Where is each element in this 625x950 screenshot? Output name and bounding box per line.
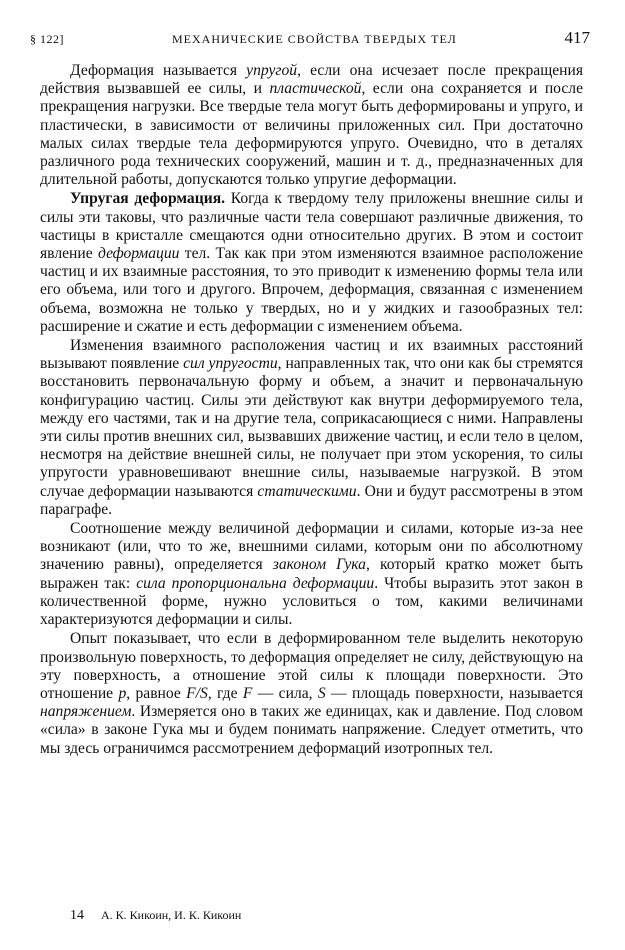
signature-number: 14 (70, 908, 84, 923)
text-run: . Чтобы выразить этот закон в количественной форме, нужно условиться о том, какими величинами характеризуются деформации и силы. (40, 574, 584, 629)
italic-term: сил упругости (183, 355, 278, 373)
text-run: , если она исчезает после прекращения действия вызвавшей ее силы, и (40, 62, 583, 98)
authors-line: А. К. Кикоин, И. К. Кикоин (101, 908, 242, 922)
italic-term: напряжением (40, 703, 132, 721)
italic-term: законом Гука (272, 556, 366, 574)
text-run: , если она сохраняется и после прекращения нагрузки. Все твердые тела могут быть деформированы и упруго, и пластически, в зависимости от величины приложенных сил. При достаточно малых силах твердые тела деформируются упруго. Очевидно, что в деталях различного рода технических сооружений, машин и т. д., предназначенных для длительной работы, допускаются только упругие деформации. (40, 80, 583, 189)
body-text (40, 62, 583, 758)
signature-footer (70, 908, 241, 924)
italic-term: S (317, 684, 326, 702)
section-heading: Упругая деформация. (70, 190, 226, 208)
paragraph (40, 62, 583, 189)
text-run: . Они и будут рассмотрены в этом параграфе. (40, 482, 583, 518)
italic-term: упругой (246, 62, 298, 79)
italic-term: пластической (269, 80, 362, 98)
section-reference: § 122] (30, 32, 64, 46)
text-run: , равное (126, 684, 187, 702)
paragraph (40, 630, 583, 757)
paragraph (40, 520, 583, 629)
text-run: — сила, (252, 684, 318, 702)
text-run: , где (207, 684, 243, 702)
text-run: Опыт показывает, что если в деформированном теле выделить некоторую произвольную поверхность, то деформация определяет не силу, действующую на эту поверхность, а отношение этой силы к площади поверхности. Это отношение (40, 630, 583, 702)
italic-term: p (118, 684, 127, 702)
italic-term: деформации (97, 245, 180, 263)
text-run: Когда к твердому телу приложены внешние силы и силы эти таковы, что различные части тела совершают различные движения, то частицы в кристалле смещаются одни относительно других. В этом и состоит явление (40, 190, 584, 263)
text-run: тел. Так как при этом изменяются взаимное расположение частиц и их взаимные расстояния, то это приводит к изменению формы тела или его объема, или того и другого. Впрочем, деформация, связанная с изменением объема, возможна не только у твердых, но и у жидких и газообразных тел: расширение и сжатие и есть деформации с изменением объема. (40, 245, 583, 335)
italic-term: F (242, 684, 253, 702)
italic-term: статическими (257, 482, 357, 500)
text-run: . Измеряется оно в таких же единицах, как и давление. Под словом «сила» в законе Гука мы и будем понимать напряжение. Следует отметить, что мы здесь ограничимся рассмотрением деформаций изотропных тел. (40, 703, 583, 757)
page-number: 417 (564, 28, 590, 47)
running-header (30, 28, 590, 50)
text-run: Деформация называется (70, 62, 247, 79)
chapter-title: МЕХАНИЧЕСКИЕ СВОЙСТВА ТВЕРДЫХ ТЕЛ (172, 32, 457, 46)
text-run: Изменения взаимного расположения частиц и их взаимных расстояний вызывают появление (40, 337, 583, 373)
italic-term: сила пропорциональна деформации (136, 574, 375, 592)
text-run: Соотношение между величиной деформации и силами, которые из-за нее возникают (или, что то же, внешними силами, которым они по абсолютному значению равны), определяется (40, 520, 583, 574)
italic-term: F/S (186, 684, 208, 702)
text-run: — площадь поверхности, называется (325, 684, 583, 702)
text-run: , направленных так, что они как бы стремятся восстановить первоначальную форму и объем, а значит и первоначальную конфигурацию частиц. Силы эти действуют как внутри деформируемого тела, между его частями, так и на другие тела, соприкасающиеся с ними. Направлены эти силы против внешних сил, вызвавших движение частиц, и если тело в целом, несмотря на действие внешней силы, не получает при этом ускорения, то силы упругости уравновешивают внешние силы, называемые нагрузкой. В этом случае деформации называются (40, 355, 583, 500)
text-run: , который кратко может быть выражен так: (40, 556, 583, 592)
paragraph (40, 190, 583, 336)
paragraph (40, 337, 583, 519)
